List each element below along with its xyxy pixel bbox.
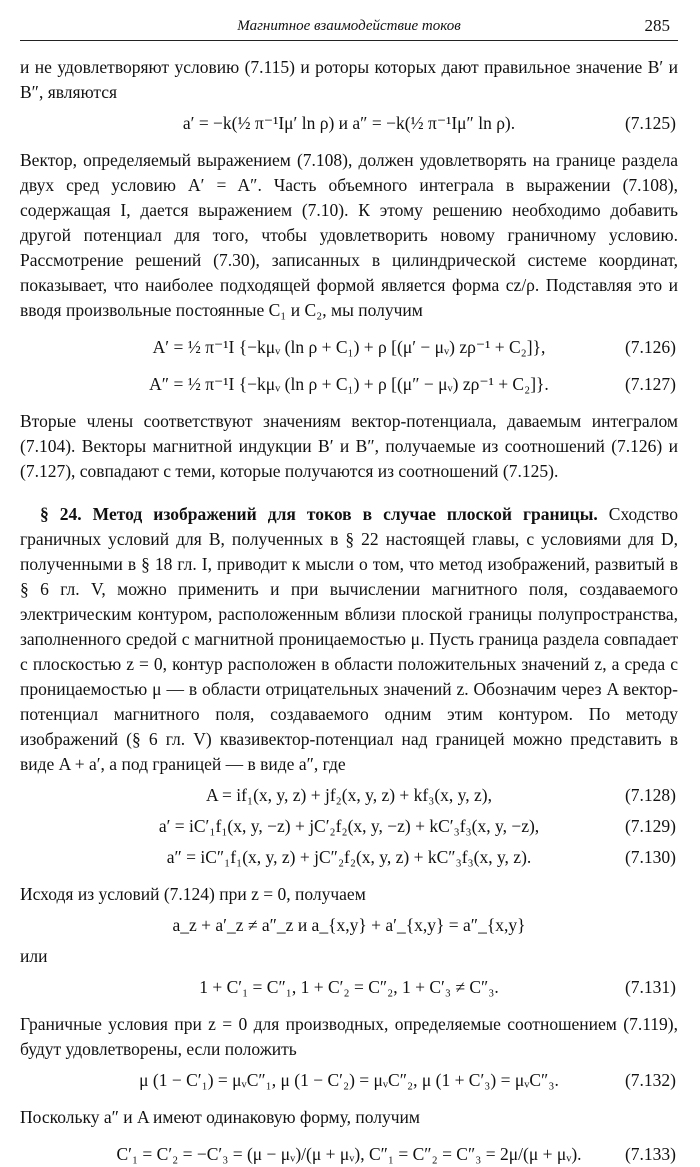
equation-7-133 <box>20 1142 678 1167</box>
equation-number: (7.133) <box>624 1144 676 1164</box>
equation-math: A′ = ½ π⁻¹I {−kμᵥ (ln ρ + C₁) + ρ [(μ′ − μᵥ) zρ⁻¹ + C₂]}, <box>152 337 546 357</box>
equation-7-129 <box>20 814 678 839</box>
equation-number: (7.130) <box>624 847 676 867</box>
running-title: Магнитное взаимодействие токов <box>237 18 461 34</box>
equation-number: (7.126) <box>624 337 676 357</box>
equation-math: a′ = −k(½ π⁻¹Iμ′ ln ρ) и a″ = −k(½ π⁻¹Iμ″ ln ρ). <box>182 113 516 133</box>
equation-number: (7.132) <box>624 1070 676 1090</box>
section-paragraph <box>20 502 678 777</box>
page-number: 285 <box>644 16 670 35</box>
equation-7-130 <box>20 845 678 870</box>
paragraph-5: Исходя из условий (7.124) при z = 0, получаем <box>20 884 366 904</box>
paragraph-3: Вторые члены соответствуют значениям вектор-потенциала, даваемым интегралом (7.104). Векторы магнитной индукции B′ и B″, получаемые из соотношений (7.126) и (7.127), совпадают с теми, которые получаются из соотношений (7.125). <box>20 411 678 481</box>
equation-math: C′₁ = C′₂ = −C′₃ = (μ − μᵥ)/(μ + μᵥ), C″₁ = C″₂ = C″₃ = 2μ/(μ + μᵥ). <box>116 1144 582 1164</box>
paragraph-8: Поскольку a″ и A имеют одинаковую форму, получим <box>20 1107 420 1127</box>
equation-number: (7.127) <box>624 374 676 394</box>
running-header <box>20 10 678 41</box>
paragraph-7: Граничные условия при z = 0 для производных, определяемые соотношением (7.119), будут удовлетворены, если положить <box>20 1014 678 1059</box>
equation-math: 1 + C′₁ = C″₁, 1 + C′₂ = C″₂, 1 + C′₃ ≠ C″₃. <box>199 977 499 997</box>
equation-math: μ (1 − C′₁) = μᵥC″₁, μ (1 − C′₂) = μᵥC″₂, μ (1 + C′₃) = μᵥC″₃. <box>139 1070 559 1090</box>
equation-7-128 <box>20 783 678 808</box>
equation-7-132 <box>20 1068 678 1093</box>
equation-number: (7.131) <box>624 977 676 997</box>
equation-number: (7.128) <box>624 785 676 805</box>
section-heading: § 24. Метод изображений для токов в случае плоской границы. <box>40 504 598 524</box>
paragraph-6: или <box>20 946 48 966</box>
equation-math: a′ = iC′₁f₁(x, y, −z) + jC′₂f₂(x, y, −z) + kC′₃f₃(x, y, −z), <box>158 816 540 836</box>
equation-conditions <box>20 913 678 938</box>
equation-7-126 <box>20 335 678 360</box>
paragraph-4: Сходство граничных условий для B, полученных в § 22 настоящей главы, с условиями для D, полученными в § 18 гл. I, приводит к мысли о том, что метод изображений, развитый в § 6 гл. V, можно применить и при вычислении магнитного поля, создаваемого электрическим контуром, расположенным вблизи плоской границы полупространства, заполненного средой с магнитной проницаемостью μ. Пусть граница раздела совпадает с плоскостью z = 0, контур расположен в области положительных значений z, а среда с проницаемостью μ — в области отрицательных значений z. Обозначим через A вектор-потенциал магнитного поля, создаваемого одним этим контуром. По методу изображений (§ 6 гл. V) квазивектор-потенциал над границей можно представить в виде A + a′, а под границей — в виде a″, где <box>20 504 678 774</box>
equation-7-131 <box>20 975 678 1000</box>
equation-math: a″ = iC″₁f₁(x, y, z) + jC″₂f₂(x, y, z) + kC″₃f₃(x, y, z). <box>166 847 532 867</box>
equation-math: A = if₁(x, y, z) + jf₂(x, y, z) + kf₃(x, y, z), <box>205 785 493 805</box>
equation-number: (7.125) <box>624 113 676 133</box>
equation-math: a_z + a′_z ≠ a″_z и a_{x,y} + a′_{x,y} = a″_{x,y} <box>172 915 526 935</box>
paragraph-2: Вектор, определяемый выражением (7.108), должен удовлетворять на границе раздела двух сред условию A′ = A″. Часть объемного интеграла в выражении (7.108), содержащая I, дается выражением (7.10). К этому решению необходимо добавить другой потенциал для того, чтобы удовлетворить новому граничному условию. Рассмотрение решений (7.30), записанных в цилиндрической системе координат, показывает, что наиболее подходящей формой является форма cz/ρ. Подставляя это и вводя произвольные постоянные C₁ и C₂, мы получим <box>20 150 678 320</box>
equation-number: (7.129) <box>624 816 676 836</box>
equation-7-127 <box>20 372 678 397</box>
equation-7-125 <box>20 111 678 136</box>
paragraph-1: и не удовлетворяют условию (7.115) и роторы которых дают правильное значение B′ и B″, являются <box>20 57 678 102</box>
equation-math: A″ = ½ π⁻¹I {−kμᵥ (ln ρ + C₁) + ρ [(μ″ − μᵥ) zρ⁻¹ + C₂]}. <box>149 374 549 394</box>
